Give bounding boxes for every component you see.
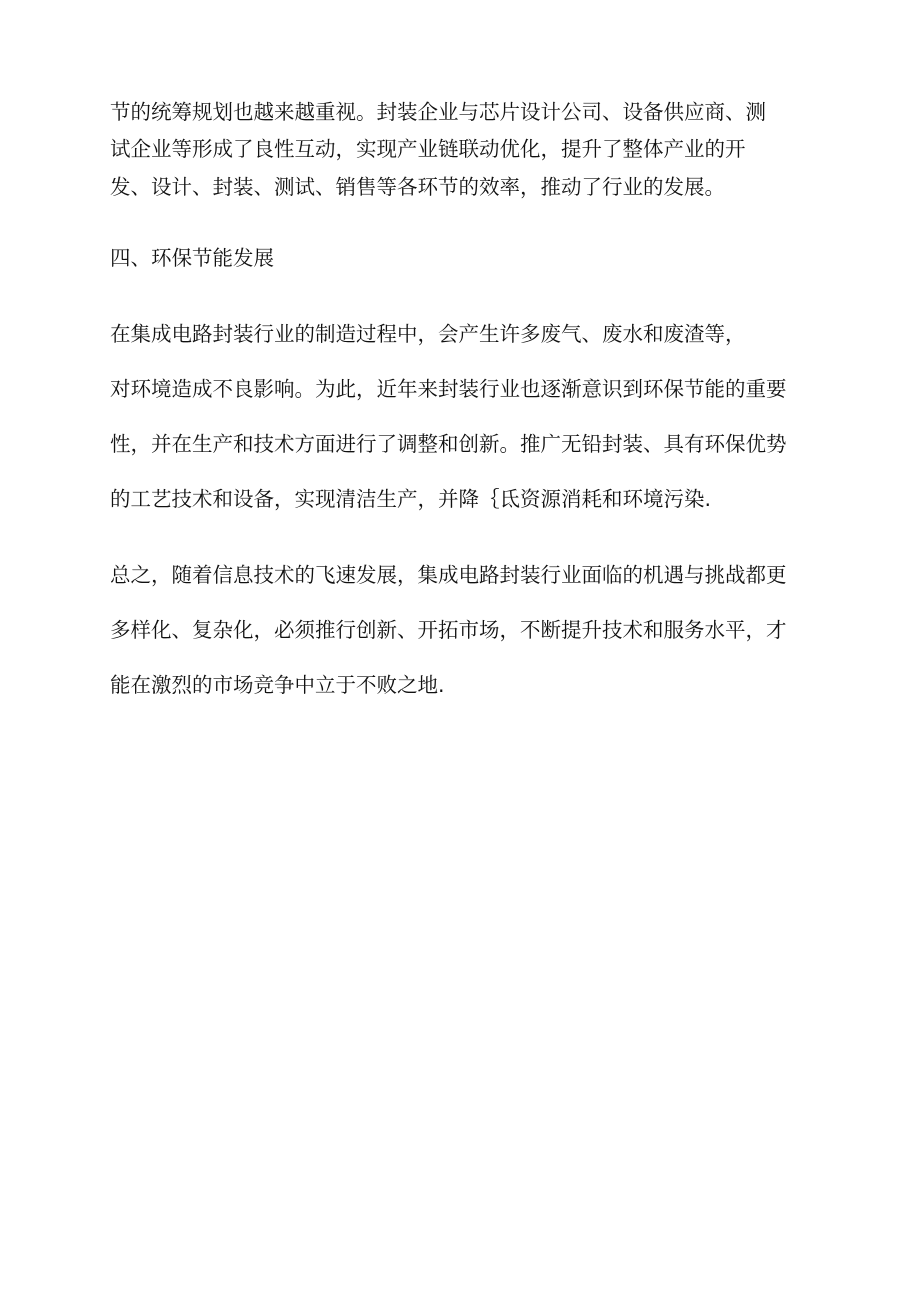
text-line: 的工艺技术和设备，实现清洁生产，并降｛氐资源消耗和环境污染. (110, 487, 712, 511)
text-line: 节的统筹规划也越来越重视。封装企业与芯片设计公司、设备供应商、测 (110, 100, 766, 124)
text-line: 在集成电路封装行业的制造过程中，会产生许多废气、废水和废渣等， (110, 322, 746, 346)
text-line: 总之，随着信息技术的飞速发展，集成电路封装行业面临的机遇与挑战都更 (110, 563, 787, 587)
text-line: 试企业等形成了良性互动，实现产业链联动优化，提升了整体产业的开 (110, 137, 746, 161)
text-line: 对环境造成不良影响。为此，近年来封装行业也逐渐意识到环保节能的重要 (110, 377, 787, 401)
text-line: 多样化、复杂化，必须推行创新、开拓市场，不断提升技术和服务水平，才 (110, 618, 787, 642)
section-heading: 四、环保节能发展 (110, 246, 274, 270)
text-line: 能在激烈的市场竞争中立于不败之地. (110, 673, 445, 697)
text-line: 发、设计、封装、测试、销售等各环节的效率，推动了行业的发展。 (110, 175, 725, 199)
text-line: 性，并在生产和技术方面进行了调整和创新。推广无铅封装、具有环保优势 (110, 432, 787, 456)
